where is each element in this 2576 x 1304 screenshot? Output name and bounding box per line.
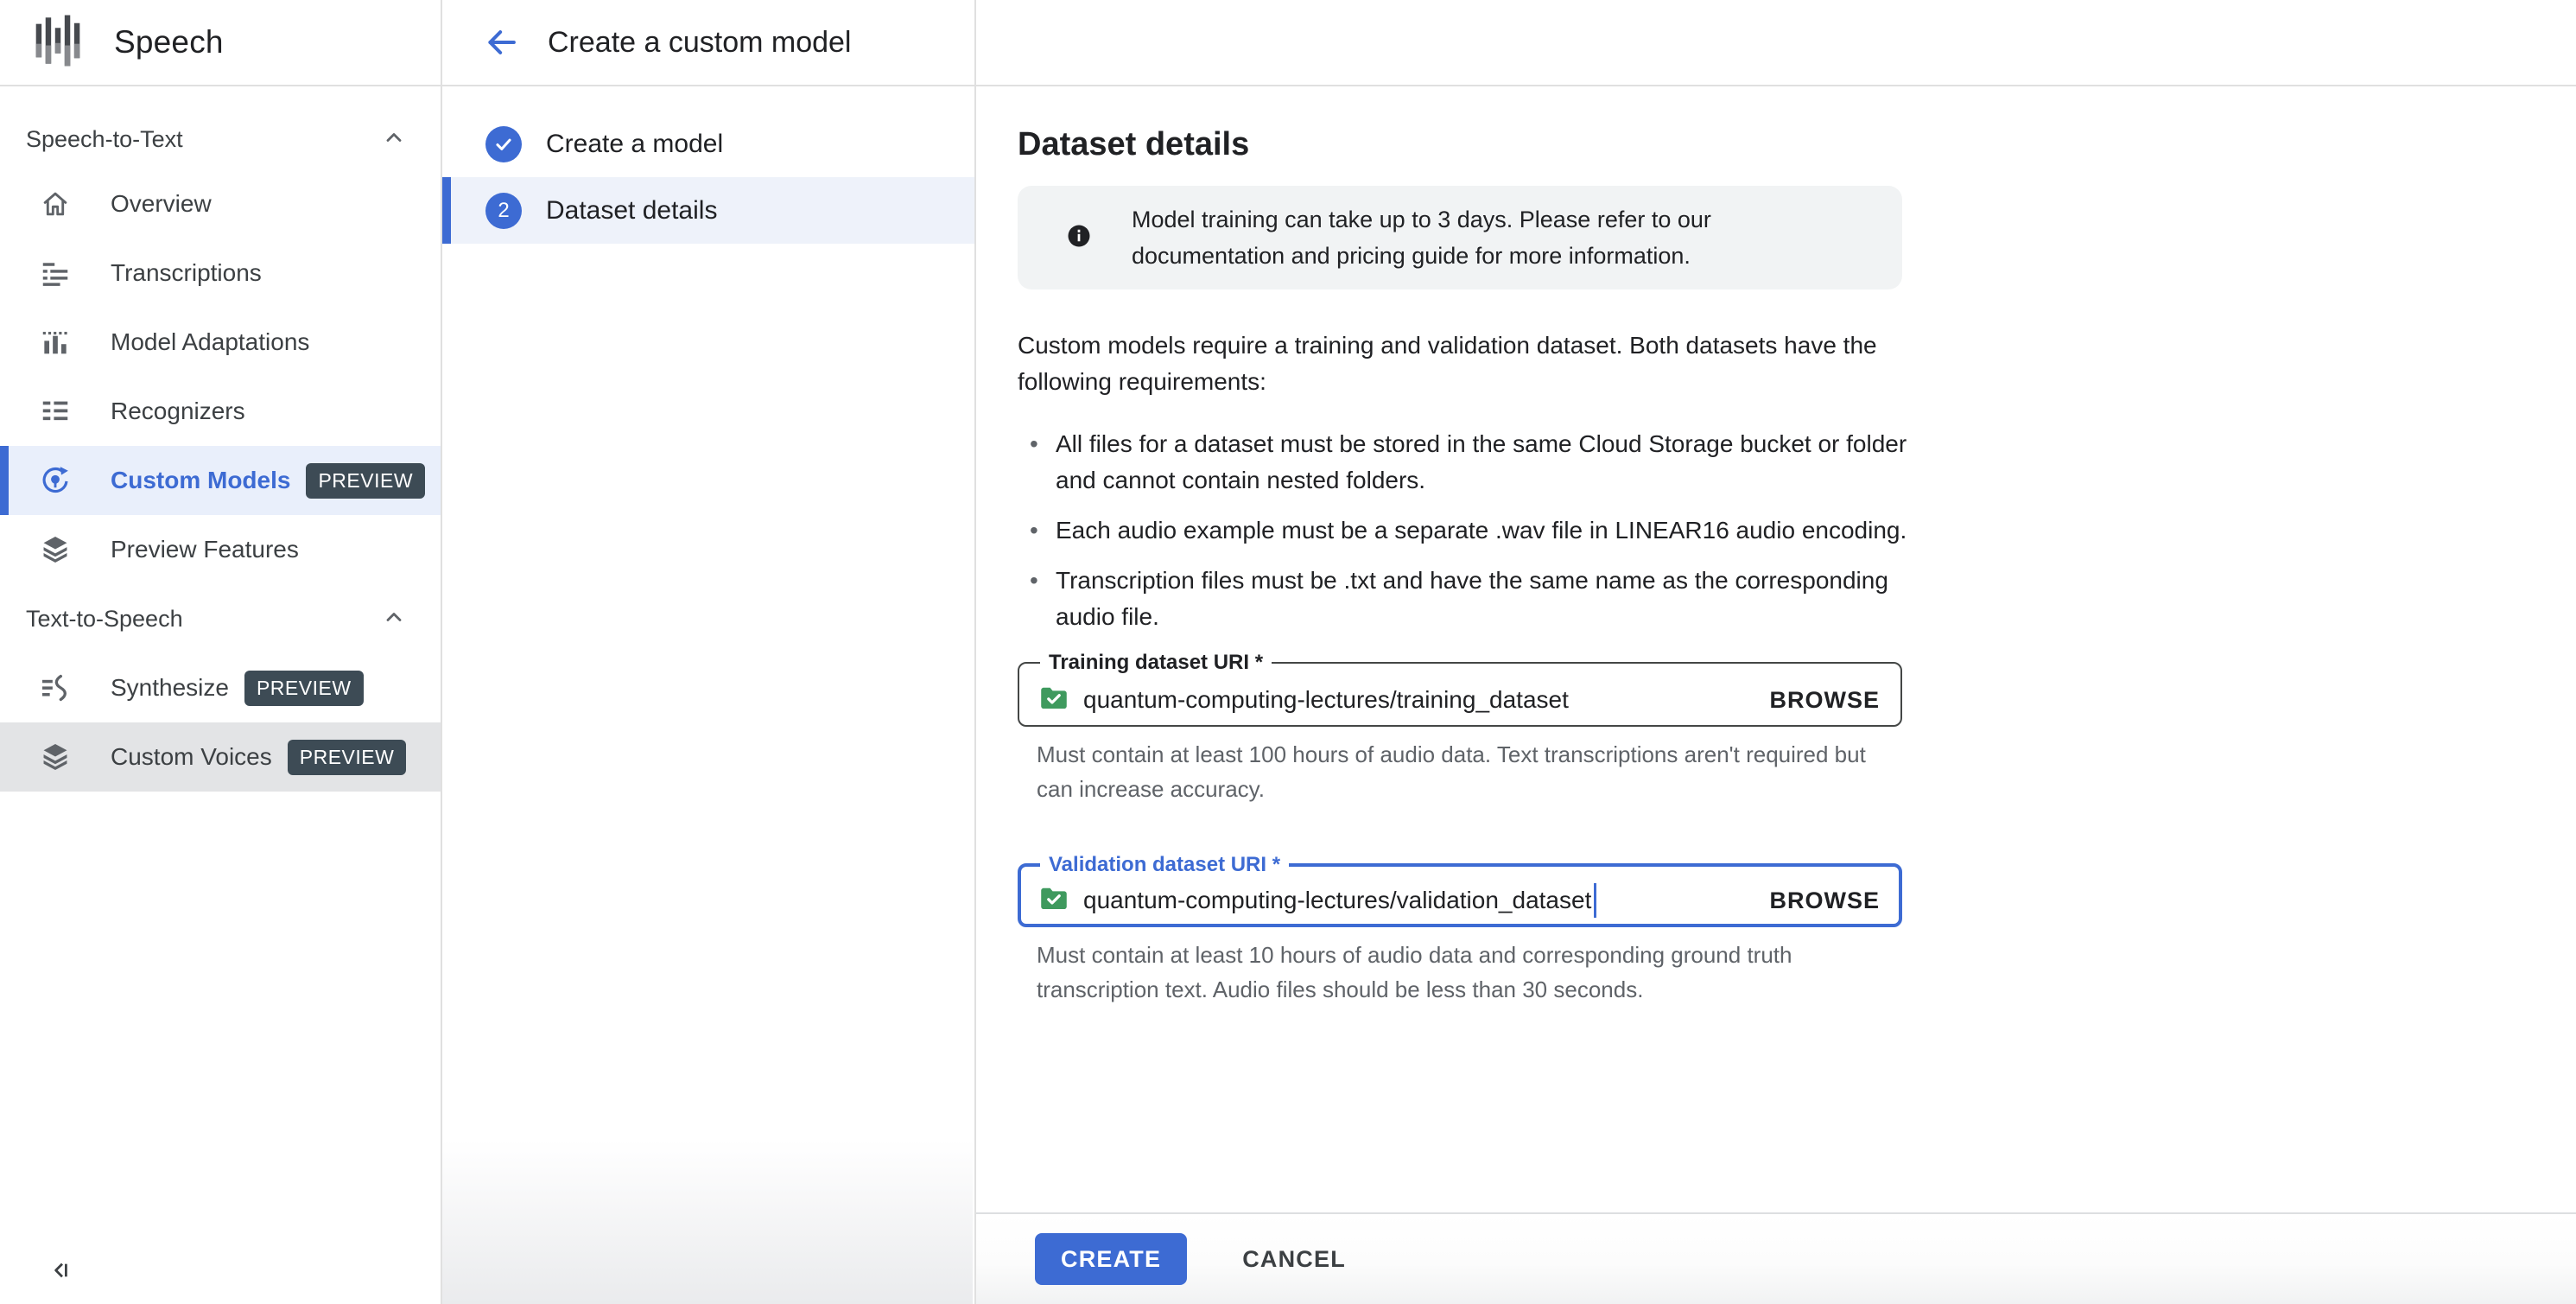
speech-waveform-logo-icon <box>33 13 83 73</box>
sidebar <box>0 0 442 1304</box>
synthesize-icon <box>38 671 73 705</box>
app-header <box>0 0 441 86</box>
transcriptions-icon <box>38 256 73 290</box>
step-label: Create a model <box>546 129 724 158</box>
step-label: Dataset details <box>546 195 718 225</box>
intro-text: Custom models require a training and validation dataset. Both datasets have the following requirements: <box>1018 332 1877 395</box>
sidebar-item-recognizers[interactable] <box>0 377 441 446</box>
page-title: Dataset details <box>1018 126 1250 162</box>
app-title: Speech <box>114 24 224 60</box>
collapse-sidebar-icon[interactable] <box>41 1251 79 1289</box>
sidebar-item-overview[interactable] <box>0 169 441 239</box>
section-label: Speech-to-Text <box>26 125 183 152</box>
validation-browse-button[interactable]: BROWSE <box>1769 887 1880 913</box>
info-banner <box>1018 186 1902 289</box>
sidebar-item-custom-voices[interactable] <box>0 722 441 792</box>
step-dataset-details[interactable] <box>442 177 974 244</box>
list-icon <box>38 394 73 429</box>
text-cursor <box>1594 883 1596 918</box>
sidebar-item-label: Overview <box>111 190 212 217</box>
sidebar-item-label: Transcriptions <box>111 259 262 286</box>
custom-model-icon <box>38 463 73 498</box>
layers-icon <box>38 532 73 567</box>
sidebar-item-preview-features[interactable] <box>0 515 441 584</box>
sidebar-item-label: Preview Features <box>111 536 299 563</box>
preview-badge: PREVIEW <box>244 671 364 706</box>
sidebar-item-custom-models[interactable] <box>0 446 441 515</box>
requirement-item: • All files for a dataset must be stored in the same Cloud Storage bucket or folder and cannot contain nested folders. <box>1018 426 1916 499</box>
sidebar-item-transcriptions[interactable] <box>0 239 441 308</box>
section-header-text-to-speech <box>0 584 441 653</box>
requirements-list <box>1018 426 1916 635</box>
folder-check-icon <box>1038 684 1069 716</box>
training-browse-button[interactable]: BROWSE <box>1769 686 1880 713</box>
step-number-circle <box>485 193 522 229</box>
wizard-title: Create a custom model <box>548 25 852 59</box>
training-dataset-uri-label: Training dataset URI * <box>1049 651 1264 674</box>
chevron-up-icon[interactable] <box>382 125 406 154</box>
step-create-a-model[interactable] <box>442 111 974 177</box>
validation-dataset-uri-value[interactable]: quantum-computing-lectures/validation_dataset <box>1083 887 1592 913</box>
stepper <box>442 111 974 244</box>
home-icon <box>38 187 73 221</box>
section-header-speech-to-text <box>0 86 441 169</box>
layers-icon <box>38 740 73 774</box>
main-header-strip <box>976 0 2576 86</box>
action-bar <box>976 1212 2576 1304</box>
requirement-item: • Each audio example must be a separate .wav file in LINEAR16 audio encoding. <box>1018 512 1916 549</box>
wizard-header <box>442 0 974 86</box>
preview-badge: PREVIEW <box>306 463 425 499</box>
validation-dataset-uri-label: Validation dataset URI * <box>1049 853 1281 876</box>
validation-helper-text: Must contain at least 10 hours of audio data and corresponding ground truth transcription text. Audio files should be less than 30 seconds. <box>1037 942 1792 1002</box>
section-label: Text-to-Speech <box>26 605 183 632</box>
validation-dataset-uri-field[interactable] <box>1018 853 1902 927</box>
stepper-panel <box>442 0 976 1304</box>
bar-chart-icon <box>38 325 73 359</box>
chevron-up-icon[interactable] <box>382 605 406 633</box>
training-helper-text: Must contain at least 100 hours of audio data. Text transcriptions aren't required but can increase accuracy. <box>1037 741 1866 802</box>
cancel-button[interactable]: CANCEL <box>1242 1245 1346 1272</box>
training-dataset-uri-field[interactable] <box>1018 651 1902 727</box>
step-completed-check-icon <box>485 126 522 162</box>
sidebar-item-label: Synthesize <box>111 674 229 701</box>
requirement-item: • Transcription files must be .txt and have the same name as the corresponding audio file. <box>1018 563 1916 635</box>
create-button[interactable]: CREATE <box>1035 1233 1187 1285</box>
back-arrow-icon[interactable] <box>480 22 522 63</box>
sidebar-item-model-adaptations[interactable] <box>0 308 441 377</box>
sidebar-item-label: Model Adaptations <box>111 328 310 355</box>
sidebar-item-label: Custom Voices <box>111 743 272 770</box>
sidebar-item-label: Recognizers <box>111 398 245 424</box>
training-dataset-uri-value[interactable]: quantum-computing-lectures/training_dataset <box>1083 686 1569 713</box>
step-number: 2 <box>498 198 510 222</box>
sidebar-item-label: Custom Models <box>111 467 291 493</box>
main-content <box>976 0 2576 1304</box>
info-icon <box>1066 223 1092 253</box>
sidebar-item-synthesize[interactable] <box>0 653 441 722</box>
info-banner-text: Model training can take up to 3 days. Please refer to our documentation and pricing guide for more information. <box>1132 207 1711 269</box>
folder-check-icon <box>1038 885 1069 916</box>
preview-badge: PREVIEW <box>288 740 407 775</box>
